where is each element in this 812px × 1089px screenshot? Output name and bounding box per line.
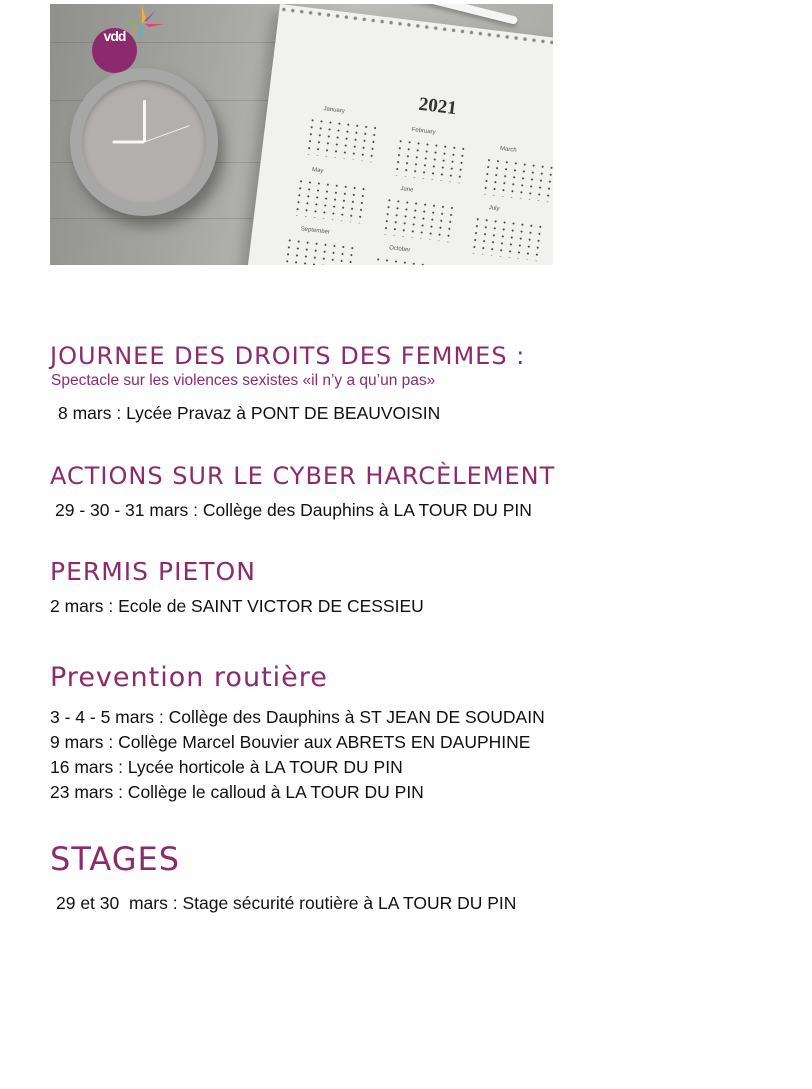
heading-stages: STAGES	[50, 840, 181, 878]
vdd-logo: vdd	[92, 28, 137, 73]
event-line: 29 et 30 mars : Stage sécurité routière à LA TOUR DU PIN	[56, 893, 517, 913]
heading-cyber-harcelement: ACTIONS SUR LE CYBER HARCÈLEMENT	[50, 462, 556, 490]
event-line: 23 mars : Collège le calloud à LA TOUR DU PIN	[50, 782, 424, 802]
clock-image	[70, 68, 218, 216]
subtitle-spectacle: Spectacle sur les violences sexistes «il n’y a qu’un pas»	[51, 372, 436, 389]
event-line: 2 mars : Ecole de SAINT VICTOR DE CESSIEU	[50, 596, 424, 616]
calendar-year: 2021	[417, 93, 458, 120]
event-line: 8 mars : Lycée Pravaz à PONT DE BEAUVOISIN	[58, 403, 441, 423]
event-line: 9 mars : Collège Marcel Bouvier aux ABRETS EN DAUPHINE	[50, 732, 531, 752]
wall-calendar-image: 2021 January February March May June July September October	[243, 4, 553, 265]
event-line: 3 - 4 - 5 mars : Collège des Dauphins à ST JEAN DE SOUDAIN	[50, 707, 545, 727]
event-line: 16 mars : Lycée horticole à LA TOUR DU PIN	[50, 757, 403, 777]
heading-permis-pieton: PERMIS PIETON	[50, 557, 256, 586]
heading-prevention-routiere: Prevention routière	[50, 662, 328, 693]
event-line: 29 - 30 - 31 mars : Collège des Dauphins à LA TOUR DU PIN	[55, 500, 532, 520]
heading-droits-femmes: JOURNEE DES DROITS DES FEMMES :	[50, 342, 526, 370]
